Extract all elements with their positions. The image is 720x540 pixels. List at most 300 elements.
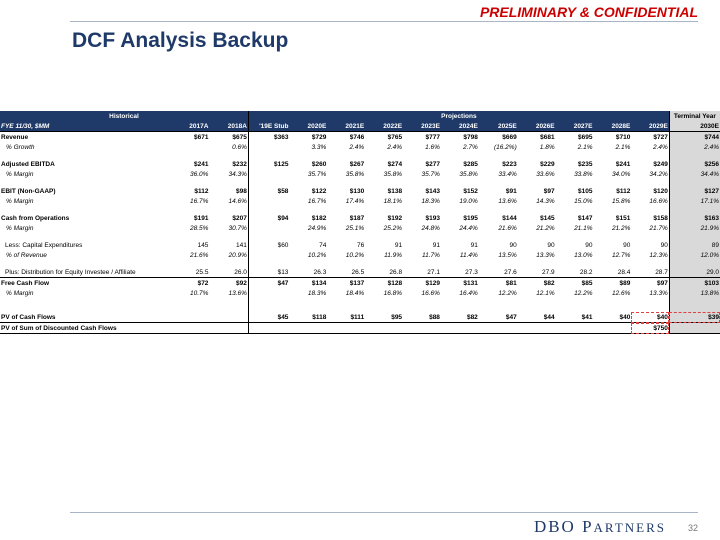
value-cell: 89 bbox=[669, 240, 720, 250]
row-growth bbox=[0, 142, 720, 152]
value-cell: $89 bbox=[619, 279, 631, 287]
logo-rest: ARTNERS bbox=[593, 520, 666, 535]
spacer-cell bbox=[403, 152, 441, 159]
value-cell: 27.1 bbox=[403, 267, 441, 278]
value-cell: 18.3% bbox=[421, 197, 440, 205]
value-cell: $47 bbox=[248, 278, 289, 289]
value-cell: $111 bbox=[350, 313, 365, 321]
page-number: 32 bbox=[687, 523, 698, 533]
spacer-cell bbox=[0, 206, 171, 213]
spacer-cell bbox=[556, 233, 594, 240]
value-cell: $47 bbox=[505, 313, 517, 321]
group-header-row bbox=[0, 111, 720, 121]
value-cell: 91 bbox=[432, 241, 440, 249]
spacer-cell bbox=[669, 260, 720, 267]
column-header: 2018A bbox=[209, 121, 248, 132]
column-header: 2030E bbox=[669, 121, 720, 132]
spacer-cell bbox=[0, 260, 171, 267]
group-terminal: Terminal Year bbox=[669, 111, 720, 121]
spacer-cell bbox=[209, 260, 248, 267]
value-cell: 20.9% bbox=[228, 251, 247, 259]
value-cell: 91 bbox=[470, 241, 478, 249]
value-cell: 34.4% bbox=[669, 169, 720, 179]
value-cell: $112 bbox=[616, 187, 631, 195]
value-cell: 34.2% bbox=[649, 170, 668, 178]
value-cell: $260 bbox=[311, 160, 327, 168]
value-cell: 21.2% bbox=[536, 224, 555, 232]
spacer-cell bbox=[631, 233, 669, 240]
value-cell: 27.9 bbox=[518, 267, 556, 278]
value-cell: $249 bbox=[653, 160, 668, 168]
spacer-cell bbox=[479, 152, 518, 159]
value-cell: 12.3% bbox=[649, 251, 668, 259]
spacer-cell bbox=[556, 179, 594, 186]
value-cell bbox=[441, 323, 479, 334]
value-cell: 13.0% bbox=[574, 251, 593, 259]
value-cell: 90 bbox=[585, 241, 593, 249]
value-cell: 16.8% bbox=[383, 289, 403, 297]
spacer-cell bbox=[669, 206, 720, 213]
value-cell: $120 bbox=[653, 187, 668, 195]
value-cell: $193 bbox=[425, 214, 440, 222]
spacer-cell bbox=[403, 179, 441, 186]
spacer-cell bbox=[631, 260, 669, 267]
value-cell: 18.1% bbox=[383, 197, 403, 205]
value-cell: 12.2% bbox=[498, 289, 517, 297]
value-cell: $95 bbox=[391, 313, 403, 321]
value-cell: $82 bbox=[543, 279, 555, 287]
value-cell: $241 bbox=[193, 160, 209, 168]
value-cell: 26.8 bbox=[365, 267, 403, 278]
value-cell: $45 bbox=[248, 312, 289, 323]
value-cell: 2.1% bbox=[615, 143, 631, 151]
value-cell: $41 bbox=[581, 313, 593, 321]
value-cell: 35.8% bbox=[345, 170, 365, 178]
spacer-cell bbox=[365, 152, 403, 159]
row-ebitda bbox=[0, 159, 720, 169]
value-cell: $729 bbox=[289, 132, 327, 143]
spacer-cell bbox=[556, 260, 594, 267]
spacer-cell bbox=[327, 233, 365, 240]
label-header: FYE 11/30, $MM bbox=[0, 121, 171, 132]
value-cell: $105 bbox=[578, 187, 593, 195]
value-cell: 10.2% bbox=[345, 251, 365, 259]
row-pv-sum bbox=[0, 323, 720, 334]
value-cell: 11.7% bbox=[421, 251, 440, 259]
spacer-cell bbox=[556, 298, 594, 305]
spacer-cell bbox=[631, 152, 669, 159]
value-cell: $207 bbox=[232, 214, 247, 222]
value-cell bbox=[594, 323, 632, 334]
value-cell: $60 bbox=[248, 240, 289, 250]
value-cell: $127 bbox=[669, 186, 720, 196]
spacer-cell bbox=[365, 298, 403, 305]
row-pv bbox=[0, 312, 720, 323]
value-cell: $131 bbox=[463, 279, 478, 287]
spacer-cell bbox=[365, 233, 403, 240]
spacer-cell bbox=[0, 233, 171, 240]
spacer-cell bbox=[327, 260, 365, 267]
value-cell: 17.1% bbox=[669, 196, 720, 206]
value-cell: 33.6% bbox=[536, 170, 555, 178]
value-cell: $72 bbox=[197, 279, 209, 287]
value-cell: 74 bbox=[319, 241, 327, 249]
value-cell: $122 bbox=[311, 187, 327, 195]
spacer-cell bbox=[0, 152, 171, 159]
value-cell: $147 bbox=[578, 214, 593, 222]
column-header: '19E Stub bbox=[248, 121, 289, 132]
value-cell: 90 bbox=[547, 241, 555, 249]
row-label: Plus: Distribution for Equity Investee / Affiliate bbox=[0, 267, 171, 278]
value-cell: $798 bbox=[441, 132, 479, 143]
value-cell: 90 bbox=[623, 241, 631, 249]
value-cell: $97 bbox=[656, 279, 668, 287]
spacer-cell bbox=[403, 233, 441, 240]
value-cell: $223 bbox=[502, 160, 517, 168]
spacer-cell bbox=[365, 206, 403, 213]
bottom-divider bbox=[70, 512, 698, 513]
spacer-cell bbox=[631, 179, 669, 186]
value-cell: $229 bbox=[540, 160, 555, 168]
row-label: % of Revenue bbox=[6, 251, 47, 259]
logo-main: DBO P bbox=[533, 517, 594, 536]
value-cell: 13.3% bbox=[536, 251, 555, 259]
value-cell: 18.3% bbox=[307, 289, 327, 297]
value-cell: $58 bbox=[248, 186, 289, 196]
value-cell: $267 bbox=[349, 160, 365, 168]
spacer-row bbox=[0, 298, 720, 305]
value-cell: 2.4% bbox=[653, 143, 668, 151]
value-cell: $138 bbox=[387, 187, 403, 195]
value-cell: 13.8% bbox=[669, 288, 720, 298]
value-cell: 145 bbox=[197, 241, 209, 249]
value-cell: 10.7% bbox=[190, 289, 209, 297]
value-cell: 0.6% bbox=[232, 143, 247, 151]
value-cell: $128 bbox=[387, 279, 403, 287]
value-cell: 11.9% bbox=[384, 251, 403, 259]
value-cell bbox=[327, 323, 365, 334]
dbo-partners-logo bbox=[534, 517, 666, 537]
value-cell: 2.4% bbox=[669, 142, 720, 152]
value-cell: $134 bbox=[311, 279, 327, 287]
value-cell: 90 bbox=[509, 241, 517, 249]
value-cell: $94 bbox=[248, 213, 289, 223]
value-cell: $103 bbox=[669, 278, 720, 289]
value-cell: $277 bbox=[425, 160, 440, 168]
spacer-row bbox=[0, 260, 720, 267]
value-cell: 2.1% bbox=[577, 143, 593, 151]
spacer-cell bbox=[479, 179, 518, 186]
value-cell: $777 bbox=[403, 132, 441, 143]
spacer-cell bbox=[403, 305, 441, 312]
spacer-cell bbox=[248, 233, 289, 240]
spacer-cell bbox=[0, 305, 171, 312]
spacer-cell bbox=[171, 298, 210, 305]
value-cell: 35.7% bbox=[307, 170, 327, 178]
spacer-cell bbox=[441, 233, 479, 240]
value-cell: $151 bbox=[615, 214, 631, 222]
value-cell: 29.0 bbox=[669, 267, 720, 278]
value-cell: 36.0% bbox=[190, 170, 209, 178]
value-cell: 26.0 bbox=[209, 267, 248, 278]
value-cell: $363 bbox=[248, 132, 289, 143]
spacer-cell bbox=[248, 298, 289, 305]
value-cell: 28.7 bbox=[631, 267, 669, 278]
value-cell: 16.6% bbox=[421, 289, 440, 297]
spacer-row bbox=[0, 206, 720, 213]
spacer-cell bbox=[518, 298, 556, 305]
page-title: DCF Analysis Backup bbox=[72, 29, 289, 52]
spacer-cell bbox=[171, 206, 210, 213]
value-cell: 76 bbox=[356, 241, 365, 249]
value-cell: 28.2 bbox=[556, 267, 594, 278]
spacer-cell bbox=[171, 179, 210, 186]
group-historical: Historical bbox=[0, 111, 248, 121]
value-cell: $765 bbox=[365, 132, 403, 143]
value-cell bbox=[248, 323, 289, 334]
row-ebit-margin bbox=[0, 196, 720, 206]
value-cell: $744 bbox=[669, 132, 720, 143]
value-cell: 12.2% bbox=[574, 289, 593, 297]
spacer-cell bbox=[365, 260, 403, 267]
spacer-cell bbox=[556, 152, 594, 159]
value-cell: $746 bbox=[327, 132, 365, 143]
value-cell: $40 bbox=[631, 312, 669, 323]
spacer-cell bbox=[479, 298, 518, 305]
value-cell: 11.4% bbox=[459, 251, 478, 259]
row-label: PV of Cash Flows bbox=[1, 313, 56, 321]
value-cell: $675 bbox=[209, 132, 248, 143]
value-cell: $163 bbox=[669, 213, 720, 223]
row-label: PV of Sum of Discounted Cash Flows bbox=[0, 323, 171, 334]
spacer-cell bbox=[594, 298, 632, 305]
spacer-cell bbox=[631, 206, 669, 213]
value-cell: $13 bbox=[248, 267, 289, 278]
spacer-cell bbox=[441, 179, 479, 186]
spacer-cell bbox=[289, 260, 327, 267]
value-cell: $39 bbox=[669, 312, 720, 323]
spacer-cell bbox=[441, 305, 479, 312]
value-cell: $40 bbox=[619, 313, 631, 321]
spacer-cell bbox=[403, 206, 441, 213]
column-header: 2021E bbox=[327, 121, 365, 132]
row-label: Cash from Operations bbox=[1, 214, 70, 222]
spacer-cell bbox=[669, 233, 720, 240]
row-label: Less: Capital Expenditures bbox=[5, 241, 83, 249]
row-label: % Margin bbox=[6, 197, 34, 205]
value-cell: 12.0% bbox=[669, 250, 720, 260]
value-cell: $195 bbox=[463, 214, 478, 222]
value-cell bbox=[209, 323, 248, 334]
spacer-cell bbox=[556, 305, 594, 312]
spacer-cell bbox=[518, 179, 556, 186]
value-cell: $143 bbox=[425, 187, 440, 195]
value-cell bbox=[289, 323, 327, 334]
spacer-cell bbox=[441, 206, 479, 213]
value-cell: 24.9% bbox=[307, 224, 327, 232]
spacer-cell bbox=[479, 305, 518, 312]
spacer-cell bbox=[327, 298, 365, 305]
spacer-cell bbox=[441, 260, 479, 267]
spacer-cell bbox=[289, 179, 327, 186]
row-label: % Growth bbox=[6, 143, 35, 151]
value-cell bbox=[209, 312, 248, 323]
value-cell: $82 bbox=[466, 313, 478, 321]
spacer-cell bbox=[441, 152, 479, 159]
value-cell: 16.6% bbox=[649, 197, 668, 205]
spacer-cell bbox=[403, 298, 441, 305]
spacer-cell bbox=[518, 206, 556, 213]
spacer-cell bbox=[518, 233, 556, 240]
spacer-cell bbox=[209, 305, 248, 312]
row-label: Free Cash Flow bbox=[1, 279, 50, 287]
value-cell: 26.5 bbox=[327, 267, 365, 278]
value-cell: 34.3% bbox=[228, 170, 247, 178]
column-header: 2023E bbox=[403, 121, 441, 132]
value-cell: 35.8% bbox=[383, 170, 403, 178]
value-cell: $710 bbox=[594, 132, 632, 143]
value-cell: 21.6% bbox=[190, 251, 209, 259]
spacer-cell bbox=[289, 152, 327, 159]
value-cell bbox=[248, 223, 289, 233]
spacer-cell bbox=[594, 233, 632, 240]
spacer-cell bbox=[479, 233, 518, 240]
value-cell bbox=[248, 169, 289, 179]
spacer-cell bbox=[0, 298, 171, 305]
spacer-cell bbox=[594, 179, 632, 186]
column-header: 2020E bbox=[289, 121, 327, 132]
spacer-row bbox=[0, 152, 720, 159]
value-cell: 19.0% bbox=[459, 197, 478, 205]
value-cell: 12.7% bbox=[611, 251, 631, 259]
value-cell: 25.5 bbox=[171, 267, 210, 278]
value-cell: 1.8% bbox=[539, 143, 555, 151]
spacer-cell bbox=[365, 179, 403, 186]
spacer-cell bbox=[171, 233, 210, 240]
spacer-cell bbox=[171, 152, 210, 159]
value-cell bbox=[479, 323, 518, 334]
value-cell: $285 bbox=[463, 160, 478, 168]
value-cell: $98 bbox=[236, 187, 247, 195]
value-cell: 21.1% bbox=[574, 224, 593, 232]
spacer-cell bbox=[327, 206, 365, 213]
value-cell: $118 bbox=[312, 313, 327, 321]
value-cell: $129 bbox=[425, 279, 440, 287]
value-cell: 17.4% bbox=[345, 197, 365, 205]
value-cell: $144 bbox=[502, 214, 517, 222]
row-label: % Margin bbox=[6, 170, 34, 178]
value-cell bbox=[171, 142, 210, 152]
value-cell: (16.2%) bbox=[493, 143, 517, 151]
value-cell: 27.6 bbox=[479, 267, 518, 278]
value-cell bbox=[403, 323, 441, 334]
spacer-cell bbox=[248, 260, 289, 267]
value-cell: 21.2% bbox=[611, 224, 631, 232]
value-cell: $145 bbox=[540, 214, 555, 222]
spacer-cell bbox=[289, 305, 327, 312]
value-cell bbox=[248, 142, 289, 152]
column-header: 2024E bbox=[441, 121, 479, 132]
spacer-cell bbox=[479, 260, 518, 267]
row-ebitda-margin bbox=[0, 169, 720, 179]
value-cell: 33.4% bbox=[498, 170, 517, 178]
confidential-banner: PRELIMINARY & CONFIDENTIAL bbox=[479, 4, 698, 20]
value-cell bbox=[669, 323, 720, 334]
row-capex-pct bbox=[0, 250, 720, 260]
spacer-cell bbox=[594, 206, 632, 213]
spacer-cell bbox=[403, 260, 441, 267]
value-cell: $125 bbox=[248, 159, 289, 169]
value-cell: $232 bbox=[232, 160, 247, 168]
column-header: 2022E bbox=[365, 121, 403, 132]
value-cell: $669 bbox=[479, 132, 518, 143]
spacer-cell bbox=[594, 305, 632, 312]
value-cell: $695 bbox=[556, 132, 594, 143]
value-cell: 35.8% bbox=[459, 170, 478, 178]
row-plus-dist bbox=[0, 267, 720, 278]
value-cell: 35.7% bbox=[421, 170, 440, 178]
row-cfo bbox=[0, 213, 720, 223]
value-cell: $88 bbox=[429, 313, 440, 321]
spacer-cell bbox=[518, 260, 556, 267]
value-cell: 21.7% bbox=[649, 224, 668, 232]
spacer-row bbox=[0, 179, 720, 186]
value-cell: $681 bbox=[518, 132, 556, 143]
row-label: Revenue bbox=[0, 132, 171, 143]
value-cell: 24.8% bbox=[421, 224, 440, 232]
value-cell: $182 bbox=[311, 214, 327, 222]
value-cell: $727 bbox=[631, 132, 669, 143]
top-divider bbox=[70, 21, 698, 22]
column-header: 2017A bbox=[171, 121, 210, 132]
spacer-cell bbox=[518, 305, 556, 312]
value-cell: $235 bbox=[578, 160, 593, 168]
row-cfo-margin bbox=[0, 223, 720, 233]
value-cell: $158 bbox=[653, 214, 668, 222]
column-header: 2026E bbox=[518, 121, 556, 132]
spacer-row bbox=[0, 305, 720, 312]
value-cell: 2.4% bbox=[349, 143, 365, 151]
value-cell: 15.0% bbox=[574, 197, 593, 205]
row-fcf bbox=[0, 278, 720, 289]
value-cell: $91 bbox=[505, 187, 517, 195]
value-cell: 18.4% bbox=[345, 289, 365, 297]
value-cell bbox=[556, 323, 594, 334]
spacer-cell bbox=[327, 305, 365, 312]
value-cell: $192 bbox=[387, 214, 403, 222]
spacer-cell bbox=[209, 179, 248, 186]
value-cell: $97 bbox=[543, 187, 555, 195]
value-cell: $191 bbox=[193, 214, 209, 222]
value-cell: 33.8% bbox=[574, 170, 593, 178]
spacer-cell bbox=[289, 206, 327, 213]
value-cell: $44 bbox=[543, 313, 555, 321]
group-projections: Projections bbox=[248, 111, 669, 121]
spacer-cell bbox=[248, 206, 289, 213]
value-cell: $671 bbox=[171, 132, 210, 143]
spacer-cell bbox=[209, 152, 248, 159]
value-cell: $81 bbox=[505, 279, 517, 287]
spacer-cell bbox=[248, 152, 289, 159]
value-cell: 21.6% bbox=[498, 224, 517, 232]
value-cell: 13.3% bbox=[649, 289, 668, 297]
value-cell bbox=[171, 323, 210, 334]
column-header: 2027E bbox=[556, 121, 594, 132]
value-cell: 3.3% bbox=[311, 143, 327, 151]
column-header: 2028E bbox=[594, 121, 632, 132]
value-cell: 26.3 bbox=[289, 267, 327, 278]
value-cell: $130 bbox=[349, 187, 365, 195]
